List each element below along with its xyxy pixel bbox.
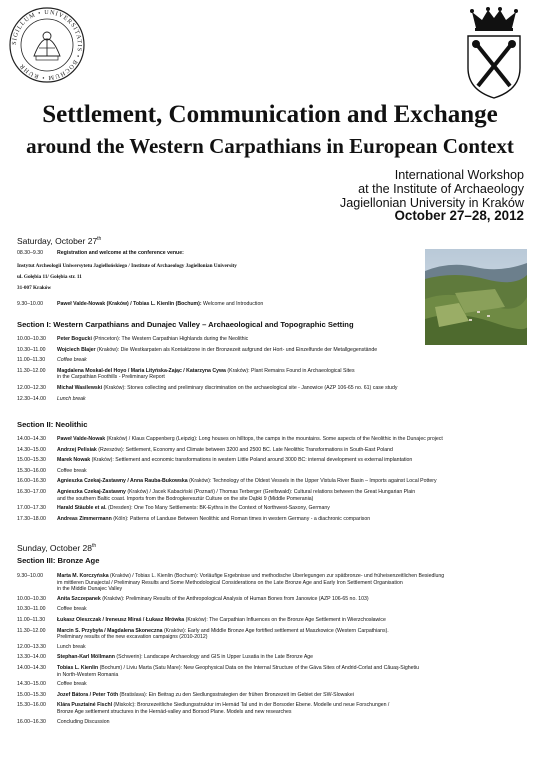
row-title: (Princeton): The Western Carpathian Highlands during the Neolithic — [91, 336, 249, 342]
program-row — [17, 665, 537, 678]
row-title: Coffee break — [57, 357, 87, 364]
row-speakers: Agnieszka Czekaj-Zastawny / Anna Rauba-Bukowska — [57, 478, 188, 485]
crest-icon — [462, 6, 526, 100]
workshop-line1: International Workshop — [394, 168, 524, 182]
welcome-names: Paweł Valde-Nowak (Kraków) / Tobias L. Kienlin (Bochum): — [57, 301, 202, 307]
row-title: (Kraków): Stones collecting and preliminary discrimination on the archaeological site - Janowice (AZP 106-65 no. 61) case study — [102, 384, 398, 391]
row-speakers: Peter Bogucki — [57, 336, 92, 342]
program-row — [17, 573, 537, 593]
row-title-continued: in the Middle Dunajec Valley — [57, 586, 123, 593]
row-time: 11.30–12.00 — [17, 627, 46, 634]
row-time: 12.00–12.30 — [17, 384, 46, 391]
program-row — [17, 385, 537, 392]
row-time: 10.30–11.00 — [17, 346, 46, 353]
program-row — [17, 681, 537, 688]
row-title: (Rzeszów): Settlement, Economy and Climate between 3200 and 2500 BC. Late Neolithic Transformations in South-East Poland — [96, 446, 393, 453]
row-speakers: Tobias L. Kienlin — [57, 664, 99, 671]
row-time: 10.30–11.00 — [17, 606, 46, 613]
row-time: 14.00–14.30 — [17, 436, 46, 442]
row-time: 15.30–16.00 — [17, 467, 46, 474]
row-speakers: Anita Szczepanek — [57, 595, 101, 602]
venue-line3: 31-007 Kraków — [17, 285, 52, 291]
row-speakers: Łukasz Oleszczak / Ireneusz Miraś / Łukasz Mrówka — [57, 616, 185, 623]
day2-heading — [17, 543, 96, 553]
section3-title: Section III: Bronze Age — [17, 556, 100, 565]
row-time: 16.00–16.30 — [17, 718, 46, 725]
section3-list — [17, 573, 537, 729]
row-title: (Bochum) / Liviu Marta (Satu Mare): New Geophysical Data on the Internal Structure of the Gáva Sites of Andrid-Corlat and Căuaş-Sighetiu — [98, 664, 420, 671]
row-speakers: Paweł Valde-Nowak — [57, 436, 106, 442]
program-row — [17, 447, 537, 454]
row-title: (Kraków): Settlement and economic transformations in western Little Poland around 3000 BC: internal development vs external implantation — [90, 457, 413, 464]
program-row — [17, 347, 537, 354]
program-row — [17, 596, 537, 603]
row-title: Lunch break — [57, 395, 86, 402]
row-title: (Schwerin): Landscape Archaeology and GIS in Upper Lusatia in the Late Bronze Age — [114, 654, 314, 661]
row-title: (Köln): Patterns of Landuse Between Neolithic and Roman times in western Germany - a diachronic comparison — [111, 515, 371, 522]
row-time: 17.00–17.30 — [17, 505, 46, 512]
program-row — [17, 654, 537, 661]
row-title: (Bratislava): Ein Beitrag zu den Siedlungsstrategien der frühen Bronzezeit im Gebiet der SW-Slowakei — [118, 691, 354, 698]
program-row — [17, 628, 537, 641]
workshop-dates: October 27–28, 2012 — [394, 208, 524, 223]
seal-legend: SIGILLUM • UNIVERSITATIS • BOCHUM • RUHR — [10, 8, 84, 82]
row-title: (Kraków): Preliminary Results of the Anthropological Analysis of Human Bones from Janowice (AZP 106-65 no. 103) — [100, 595, 369, 602]
venue-line2: ul. Gołębia 11/ Gołębia str. 11 — [17, 274, 82, 280]
row-title: (Kraków): Die Westkarpaten als Kontaktzone in der Bronzezeit aufgrund der Hort- und Einzelfunde der Metallgegenstände — [95, 346, 378, 353]
row-title: Coffee break — [57, 681, 87, 688]
program-row — [17, 644, 537, 651]
row-title: Concluding Discussion — [57, 718, 110, 725]
program-row — [17, 396, 537, 403]
row-title: (Kraków) / Jacek Kabaciński (Poznań) / Thomas Terberger (Greifswald): Cultural relations between the Great Hungarian Plain — [125, 488, 416, 495]
row-speakers: Marta M. Korczyńska — [57, 573, 109, 579]
row-title-continued: in North-Western Romania — [57, 671, 119, 678]
program-row — [17, 457, 537, 464]
program-row — [17, 719, 537, 726]
registration-text: Registration and welcome at the conference venue: — [57, 250, 184, 256]
welcome-text: Welcome and Introduction — [201, 301, 264, 307]
row-speakers: Jozef Bátora / Peter Tóth — [57, 691, 119, 698]
welcome-time: 9.30–10.00 — [17, 301, 43, 307]
row-speakers: Marcin S. Przybyła / Magdalena Skoneczna — [57, 627, 163, 634]
row-time: 11.30–12.00 — [17, 367, 46, 374]
row-title-continued: Preliminary results of the new excavation campaigns (2010-2012) — [57, 634, 208, 641]
program-row — [17, 336, 537, 343]
row-title: (Dresden): One Too Many Settlements: BK-Eythra in the Context of Northwest-Saxony, Germany — [106, 505, 330, 512]
program-row — [17, 357, 537, 364]
day1-heading — [17, 236, 101, 246]
row-time: 13.30–14.00 — [17, 654, 46, 661]
program-row — [17, 468, 537, 475]
program-row — [17, 436, 537, 443]
row-time: 15.00–15.30 — [17, 457, 46, 464]
row-title: Coffee break — [57, 467, 87, 474]
day1-sup: th — [97, 236, 102, 243]
row-time: 16.30–17.00 — [17, 488, 46, 495]
venue-line1: Instytut Archeologii Uniwersytetu Jagiellońskiego / Institute of Archaeology Jagiellonian University — [17, 263, 237, 269]
row-title: (Kraków): Technology of the Oldest Vessels in the Upper Vistula River Basin – Imports against Local Pottery — [187, 478, 437, 485]
row-time: 10.00–10.30 — [17, 595, 46, 602]
row-speakers: Harald Stäuble et al. — [57, 505, 107, 512]
row-time: 12.30–14.00 — [17, 395, 46, 402]
landscape-photo — [425, 249, 527, 345]
program-row — [17, 692, 537, 699]
row-title: (Kraków): Early and Middle Bronze Age fortified settlement at Maszkowice (Western Carpathians). — [162, 627, 389, 634]
row-title: (Kraków): Plant Remains Found in Archaeological Sites — [225, 367, 355, 374]
day1-label: Saturday, October 27 — [17, 236, 98, 246]
row-speakers: Andrzej Pelisiak — [57, 446, 97, 453]
program-row — [17, 702, 537, 715]
row-speakers: Magdalena Moskal-del Hoyo / Maria Lityńska-Zając / Katarzyna Cywa — [57, 367, 226, 374]
day2-label: Sunday, October 28 — [17, 543, 92, 553]
row-title-continued: and the southern Baltic coast. Imports from the Bodrogkeresztúr Culture on the site Dąbki 9 (Middle Pomerania) — [57, 495, 314, 502]
program-row — [17, 505, 537, 512]
row-speakers: Stephan-Karl Möllmann — [57, 654, 115, 661]
row-time: 10.00–10.30 — [17, 336, 46, 342]
row-time: 16.00–16.30 — [17, 478, 46, 485]
row-title: (Miskolc): Bronzezeitliche Siedlungsstruktur im Hernád Tal und in der Borsoder Ebene. Modelle und neue Forschungen / — [112, 702, 390, 709]
row-speakers: Michał Wasilewski — [57, 384, 103, 391]
registration-row — [17, 250, 537, 257]
row-speakers: Wojciech Blajer — [57, 346, 96, 353]
program-row — [17, 606, 537, 613]
section1-list — [17, 336, 537, 406]
row-speakers: Marek Nowak — [57, 457, 91, 464]
program-row — [17, 489, 537, 502]
section2-list — [17, 436, 537, 526]
poster-title-line1: Settlement, Communication and Exchange — [42, 101, 498, 128]
workshop-line2: at the Institute of Archaeology — [358, 182, 524, 196]
welcome-row — [17, 301, 537, 308]
row-title: Lunch break — [57, 643, 86, 650]
workshop-line3: Jagiellonian University in Kraków — [339, 196, 524, 210]
row-time: 15.30–16.00 — [17, 702, 46, 709]
program-row — [17, 368, 537, 381]
row-time: 11.00–11.30 — [17, 616, 46, 623]
row-time: 12.00–13.30 — [17, 643, 46, 650]
day2-sup: th — [91, 543, 97, 550]
row-time: 14.30–15.00 — [17, 446, 46, 453]
program-row — [17, 617, 537, 624]
row-title-continued: in the Carpathian Foothills - Preliminary Report — [57, 374, 165, 381]
row-title-continued: im mittleren Dunajectal / Preliminary Results and Some Methodological Considerations on the Late Bronze Age and Early Iron Settlement Organisation — [57, 579, 403, 586]
row-speakers: Andreas Zimmermann — [57, 515, 112, 522]
row-title: Coffee break — [57, 606, 87, 613]
row-title: (Kraków) / Klaus Cappenberg (Leipzig): Long houses on hilltops, the camps in the mountains. Some aspects of the Neolithic in the Dunajec project — [105, 436, 443, 442]
section2-title: Section II: Neolithic — [17, 420, 88, 429]
row-time: 11.00–11.30 — [17, 357, 46, 364]
row-speakers: Klára Pusztainé Fischl — [57, 702, 113, 709]
program-row — [17, 516, 537, 523]
poster-title-line2: around the Western Carpathians in European Context — [26, 134, 514, 158]
row-title: (Kraków) / Tobias L. Kienlin (Bochum): Vorläufige Ergebnisse und methodische Überlegungen zur spätbronze- und früheisenzeitlichen Besiedlung — [108, 573, 445, 579]
university-seal-icon — [8, 6, 86, 84]
row-time: 17.30–18.00 — [17, 515, 46, 522]
program-row — [17, 478, 537, 485]
row-time: 14.00–14.30 — [17, 664, 46, 671]
row-title: (Kraków): The Carpathian Influences on the Bronze Age Settlement in Wierzchosławice — [184, 616, 386, 623]
row-time: 9.30–10.00 — [17, 573, 43, 579]
row-title-continued: Bronze Age settlement structures in the Hernád-valley and Borsod Plane. Models and new researches — [57, 708, 292, 715]
row-time: 14.30–15.00 — [17, 681, 46, 688]
section1-title: Section I: Western Carpathians and Dunajec Valley – Archaeological and Topographic Setting — [17, 320, 354, 329]
row-speakers: Agnieszka Czekaj-Zastawny — [57, 488, 126, 495]
registration-time: 08.30–9.30 — [17, 250, 43, 256]
row-time: 15.00–15.30 — [17, 691, 46, 698]
